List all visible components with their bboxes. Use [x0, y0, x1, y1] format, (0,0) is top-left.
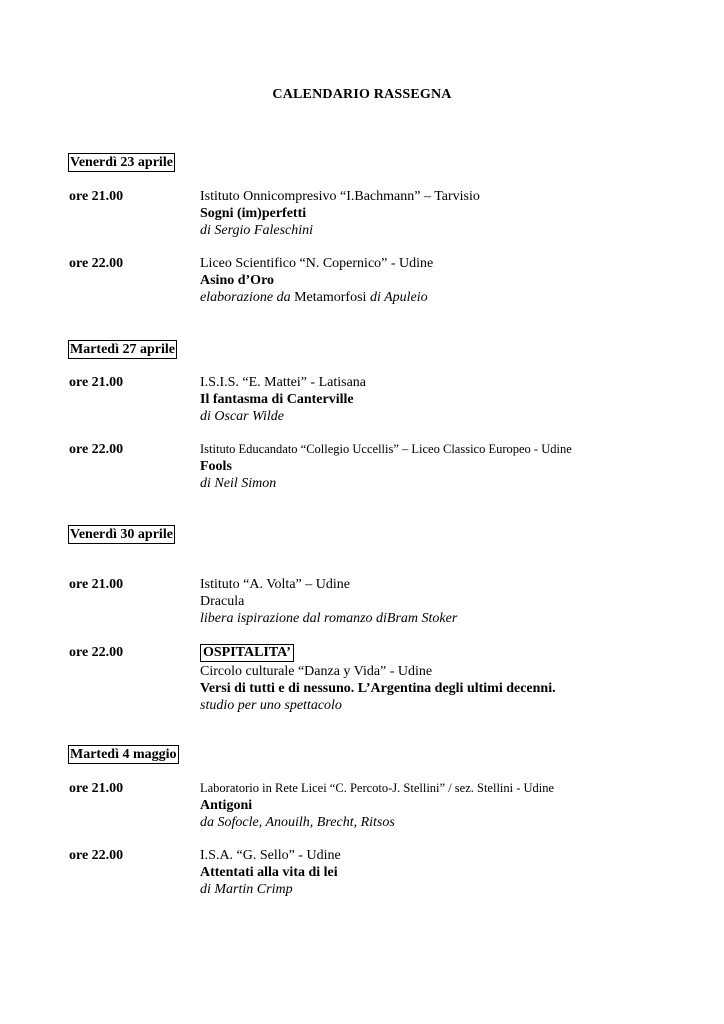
entry-show-title: Versi di tutti e di nessuno. L’Argentina degli ultimi decenni.	[200, 681, 556, 696]
author-prefix: elaborazione da	[200, 290, 295, 305]
entry-show-title: Antigoni	[200, 798, 253, 813]
entry-venue: Istituto “A. Volta” – Udine	[200, 577, 350, 592]
entry-venue: I.S.A. “G. Sello” - Udine	[200, 848, 341, 863]
entry-venue: Laboratorio in Rete Licei “C. Percoto-J. Stellini” / sez. Stellini - Udine	[200, 781, 555, 795]
hospitality-tag: OSPITALITA’	[200, 644, 294, 662]
entry-time: ore 21.00	[69, 577, 124, 592]
entry-author	[200, 289, 700, 306]
entry-time: ore 22.00	[69, 848, 124, 863]
author-suffix: di Apuleio	[366, 290, 428, 305]
day-heading: Martedì 27 aprile	[70, 342, 175, 357]
entry-show-title: Dracula	[200, 594, 245, 609]
day-heading: Martedì 4 maggio	[70, 747, 177, 762]
entry-venue: Istituto Onnicompresivo “I.Bachmann” – Tarvisio	[200, 189, 480, 204]
entry-author: di Neil Simon	[200, 476, 277, 491]
entry-time: ore 21.00	[69, 375, 124, 390]
entry-show-title: Asino d’Oro	[200, 273, 275, 288]
entry-author: libera ispirazione dal romanzo diBram Stoker	[200, 611, 458, 626]
entry-author: studio per uno spettacolo	[200, 698, 342, 713]
author-work: Metamorfosi	[294, 290, 367, 305]
entry-venue: Liceo Scientifico “N. Copernico” - Udine	[200, 256, 434, 271]
page-title: CALENDARIO RASSEGNA	[272, 87, 452, 102]
entry-show-title: Il fantasma di Canterville	[200, 392, 354, 407]
entry-venue: I.S.I.S. “E. Mattei” - Latisana	[200, 375, 367, 390]
entry-author: di Martin Crimp	[200, 882, 293, 897]
entry-show-title: Attentati alla vita di lei	[200, 865, 338, 880]
entry-author: di Sergio Faleschini	[200, 223, 314, 238]
day-heading: Venerdì 23 aprile	[70, 155, 173, 170]
entry-time: ore 22.00	[69, 442, 124, 457]
entry-author: di Oscar Wilde	[200, 409, 284, 424]
entry-time: ore 21.00	[69, 781, 124, 796]
day-heading: Venerdì 30 aprile	[70, 527, 173, 542]
entry-time: ore 21.00	[69, 189, 124, 204]
entry-time: ore 22.00	[69, 645, 124, 660]
entry-author: da Sofocle, Anouilh, Brecht, Ritsos	[200, 815, 395, 830]
entry-time: ore 22.00	[69, 256, 124, 271]
entry-show-title: Fools	[200, 459, 232, 474]
entry-show-title: Sogni (im)perfetti	[200, 206, 307, 221]
entry-venue: Istituto Educandato “Collegio Uccellis” – Liceo Classico Europeo - Udine	[200, 442, 572, 456]
entry-venue: Circolo culturale “Danza y Vida” - Udine	[200, 664, 433, 679]
